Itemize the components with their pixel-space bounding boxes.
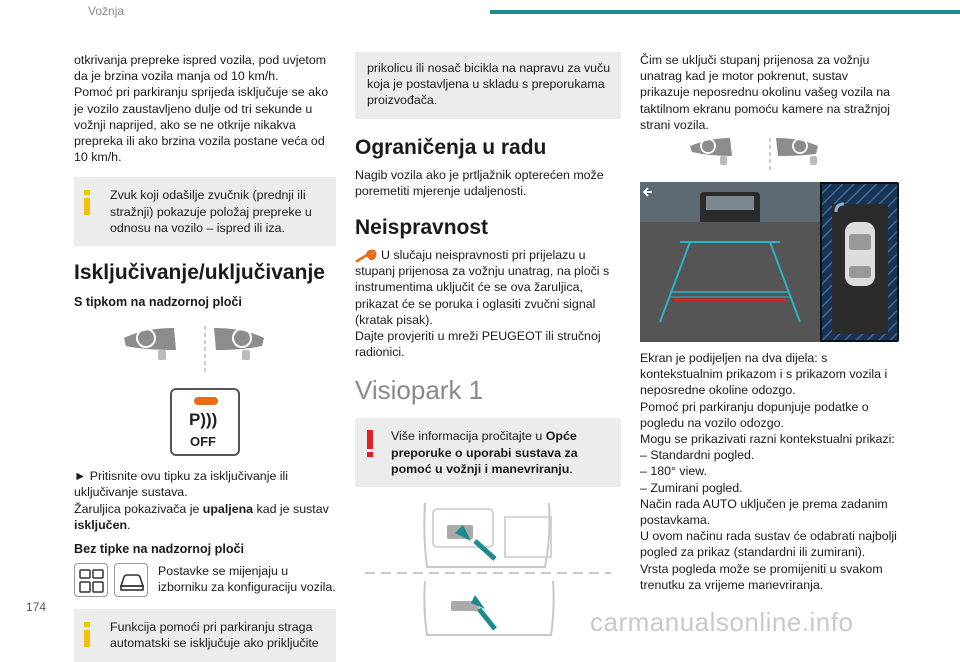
paragraph: otkrivanja prepreke ispred vozila, pod uvjetom da je brzina vozila manja od 10 km/h. [74,53,327,84]
text-span: . [569,461,573,476]
settings-text: Postavke se mijenjaju u izborniku za konfiguraciju vozila. [158,564,336,595]
park-sensor-icon: P))) [189,410,218,430]
subheading-without-button: Bez tipke na nadzornoj ploči [74,542,245,557]
warning-box [355,418,621,487]
fault-block [355,247,621,360]
info-text: Zvuk koji odašilje zvučnik (prednji ili stražnji) pokazuje položaj prepreke u odnosu na vozilo – ispred ili iza. [110,188,312,235]
warning-text [391,428,611,477]
text-span-bold: upaljena [202,501,254,516]
watermark: carmanualsonline.info [590,607,854,637]
heading-visiopark: Visiopark 1 [355,375,484,406]
column-left [74,52,336,662]
paragraph: Čim se uključi stupanj prijenosa za vožnju unatrag kad je motor pokrenut, sustav prikazuje neposrednu okolinu vašeg vozila na taktilnom ekranu pomoću kamere na stražnjoj strani vozila. [640,53,891,132]
park-assist-off-button[interactable] [170,388,240,456]
info-text: prikolicu ili nosač bicikla na napravu za vuču koja je postavljena u skladu s preporukama proizvođača. [367,61,611,108]
info-box-continued [355,52,621,119]
info-box [74,177,336,246]
paragraph: Nagib vozila ako je prtljažnik opterećen može poremetiti mjerenje udaljenosti. [355,167,604,198]
paragraph: Vrsta pogleda može se promijeniti u svakom trenutku za vrijeme manevriranja. [640,561,883,592]
steering-wheel-position-icon [74,324,336,376]
paragraph: Pomoć pri parkiranju dopunjuje podatke o pogledu na vozilo odozgo. [640,399,869,430]
section-title: Vožnja [88,4,125,18]
list-item: – Standardni pogled. [640,448,755,463]
paragraph: Mogu se prikazivati razni kontekstualni prikazi: [640,432,895,447]
page-number: 174 [26,600,47,614]
reversing-camera-screen [640,182,899,342]
settings-row [74,563,336,597]
column-right-text [640,350,900,593]
header-accent-bar [490,10,960,14]
column-middle [355,52,621,641]
paragraph: Način rada AUTO uključen je prema zadanim postavkama. [640,496,888,528]
subheading-with-button: S tipkom na nadzornoj ploči [74,295,242,310]
rear-camera-location-illustration [355,497,621,637]
car-config-icon [114,563,148,597]
heading-disable-enable: Isključivanje/uključivanje [74,261,325,285]
vehicle-settings-icon [74,563,108,597]
info-box [74,609,336,661]
instruction-bullet: ► Pritisnite ovu tipku za isključivanje ili uključivanje sustava. [74,469,289,500]
text-span: Žaruljica pokazivača je [74,501,203,516]
info-icon [84,190,90,216]
button-label: OFF [190,434,216,450]
column-right [640,52,900,133]
warning-icon [367,430,373,458]
lamp-status-text [74,501,336,533]
paragraph: Pomoć pri parkiranju sprijeda isključuje se ako je vozilo zaustavljeno dulje od tri sekunde u vožnji naprijed, ako se ne otkrije nikakva prepreka ili ako brzina vozila postane veća od 10 km/h. [74,85,329,165]
heading-limits: Ograničenja u radu [355,135,547,159]
info-text: Funkcija pomoći pri parkiranju straga automatski se isključuje ako priključite [110,620,319,651]
paragraph: U ovom načinu rada sustav će odabrati najbolji pogled za prikaz (standardni ili zumirani). [640,529,897,560]
paragraph: Dajte provjeriti u mreži PEUGEOT ili stručnoj radionici. [355,329,601,360]
text-span-bold: isključen [74,517,128,532]
list-item: – 180° view. [640,464,707,479]
list-item: – Zumirani pogled. [640,480,743,495]
fault-text: U slučaju neispravnosti pri prijelazu u stupanj prijenosa za vožnju unatrag, na ploči s instrumentima uključit će se ova žaruljica, prikazat će se poruka i oglasiti zvučni signal (kratak pisak). [355,248,610,327]
text-span-bold: Opće preporuke o uporabi sustava za pomoć u vožnji i manevriranju [391,429,578,476]
paragraph: Ekran je podijeljen na dva dijela: s kontekstualnim prikazom i s prikazom vozila i neposredne okoline odozgo. [640,351,888,398]
text-span: kad je sustav [253,501,329,516]
indicator-lamp [194,397,218,405]
steering-wheel-position-icon [690,136,850,176]
text-span: . [127,517,131,532]
dashboard-illustration [74,324,336,376]
heading-fault: Neispravnost [355,216,489,240]
wrench-icon [355,249,377,265]
info-icon [84,622,90,648]
text-span: Više informacija pročitajte u [391,429,546,444]
